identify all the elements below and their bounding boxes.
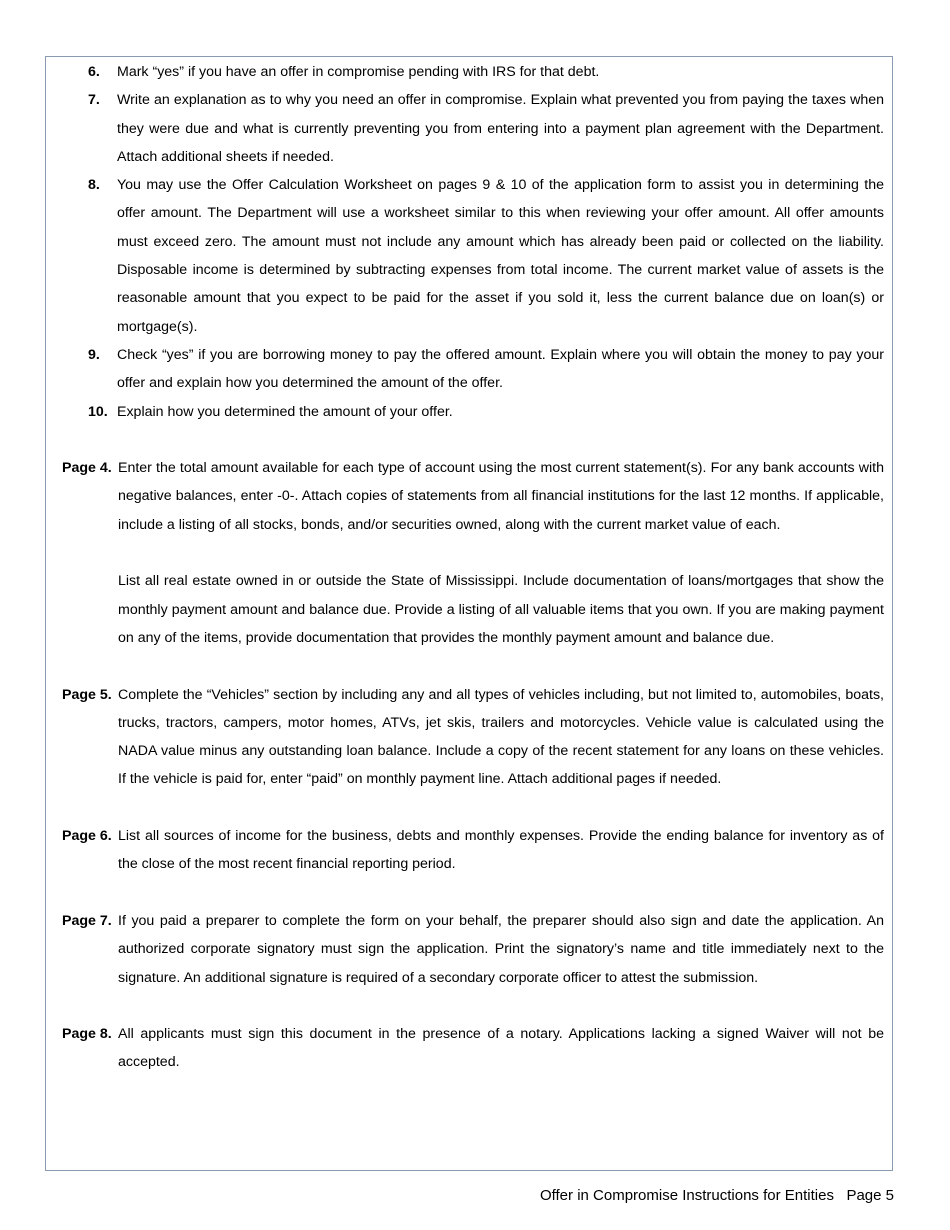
- item-number: 6.: [88, 64, 100, 80]
- section-label: Page 4.: [62, 460, 112, 477]
- item-number: 9.: [88, 346, 100, 363]
- item-number: 10.: [88, 403, 108, 420]
- section-label: Page 8.: [62, 1026, 112, 1043]
- list-item: [62, 58, 884, 86]
- section-page-8: [62, 1020, 884, 1077]
- section-page-4: [62, 454, 884, 652]
- item-number: 7.: [88, 92, 100, 109]
- section-page-6: [62, 822, 884, 879]
- section-text: List all sources of income for the business, debts and monthly expenses. Provide the ending balance for inventory as of the close of the most recent financial reporting period.: [118, 828, 884, 873]
- list-item: [62, 398, 884, 426]
- list-item: [62, 86, 884, 171]
- item-text: Check “yes” if you are borrowing money to pay the offered amount. Explain where you will obtain the money to pay your offer and explain how you determined the amount of the offer.: [117, 346, 884, 392]
- item-number: 8.: [88, 177, 100, 194]
- section-text: All applicants must sign this document in the presence of a notary. Applications lacking a signed Waiver will not be accepted.: [118, 1026, 884, 1071]
- section-text: If you paid a preparer to complete the form on your behalf, the preparer should also sign and date the application. An authorized corporate signatory must sign the application. Print the signatory’s name and title immediately next to the signature. An additional signature is required of a secondary corporate officer to attest the submission.: [118, 912, 884, 986]
- instructions-body: [62, 58, 884, 1077]
- item-text: You may use the Offer Calculation Worksheet on pages 9 & 10 of the application form to assist you in determining the offer amount. The Department will use a worksheet similar to this when reviewing your offer amount. All offer amounts must exceed zero. The amount must not include any amount which has already been paid or collected on the liability. Disposable income is determined by subtracting expenses from total income. The current market value of assets is the reasonable amount that you expect to be paid for the asset if you sold it, less the current balance due on loan(s) or mortgage(s).: [117, 177, 884, 335]
- list-item: [62, 171, 884, 341]
- section-text-2: List all real estate owned in or outside the State of Mississippi. Include documentation of loans/mortgages that show the monthly payment amount and balance due. Provide a listing of all valuable items that you own. If you are making payment on any of the items, provide documentation that provides the monthly payment amount and balance due.: [118, 573, 884, 646]
- page-footer: Offer in Compromise Instructions for Entities Page 5: [539, 1187, 894, 1204]
- item-text: Explain how you determined the amount of your offer.: [117, 403, 453, 420]
- section-page-7: [62, 907, 884, 992]
- list-item: [62, 341, 884, 398]
- section-text: Enter the total amount available for each type of account using the most current statement(s). For any bank accounts with negative balances, enter -0-. Attach copies of statements from all financial institutions for the last 12 months. If applicable, include a listing of all stocks, bonds, and/or securities owned, along with the current market value of each.: [118, 460, 884, 533]
- section-text: Complete the “Vehicles” section by including any and all types of vehicles including, but not limited to, automobiles, boats, trucks, tractors, campers, motor homes, ATVs, jet skis, trailers and motorcycles. Vehicle value is calculated using the NADA value minus any outstanding loan balance. Include a copy of the recent statement for any loans on these vehicles. If the vehicle is paid for, enter “paid” on monthly payment line. Attach additional pages if needed.: [118, 686, 884, 788]
- section-label: Page 7.: [62, 912, 112, 929]
- section-label: Page 5.: [62, 686, 112, 703]
- section-label: Page 6.: [62, 828, 112, 845]
- item-text: Mark “yes” if you have an offer in compromise pending with IRS for that debt.: [117, 64, 600, 80]
- section-page-5: [62, 681, 884, 794]
- item-text: Write an explanation as to why you need an offer in compromise. Explain what prevented you from paying the taxes when they were due and what is currently preventing you from entering into a payment plan agreement with the Department. Attach additional sheets if needed.: [117, 92, 884, 165]
